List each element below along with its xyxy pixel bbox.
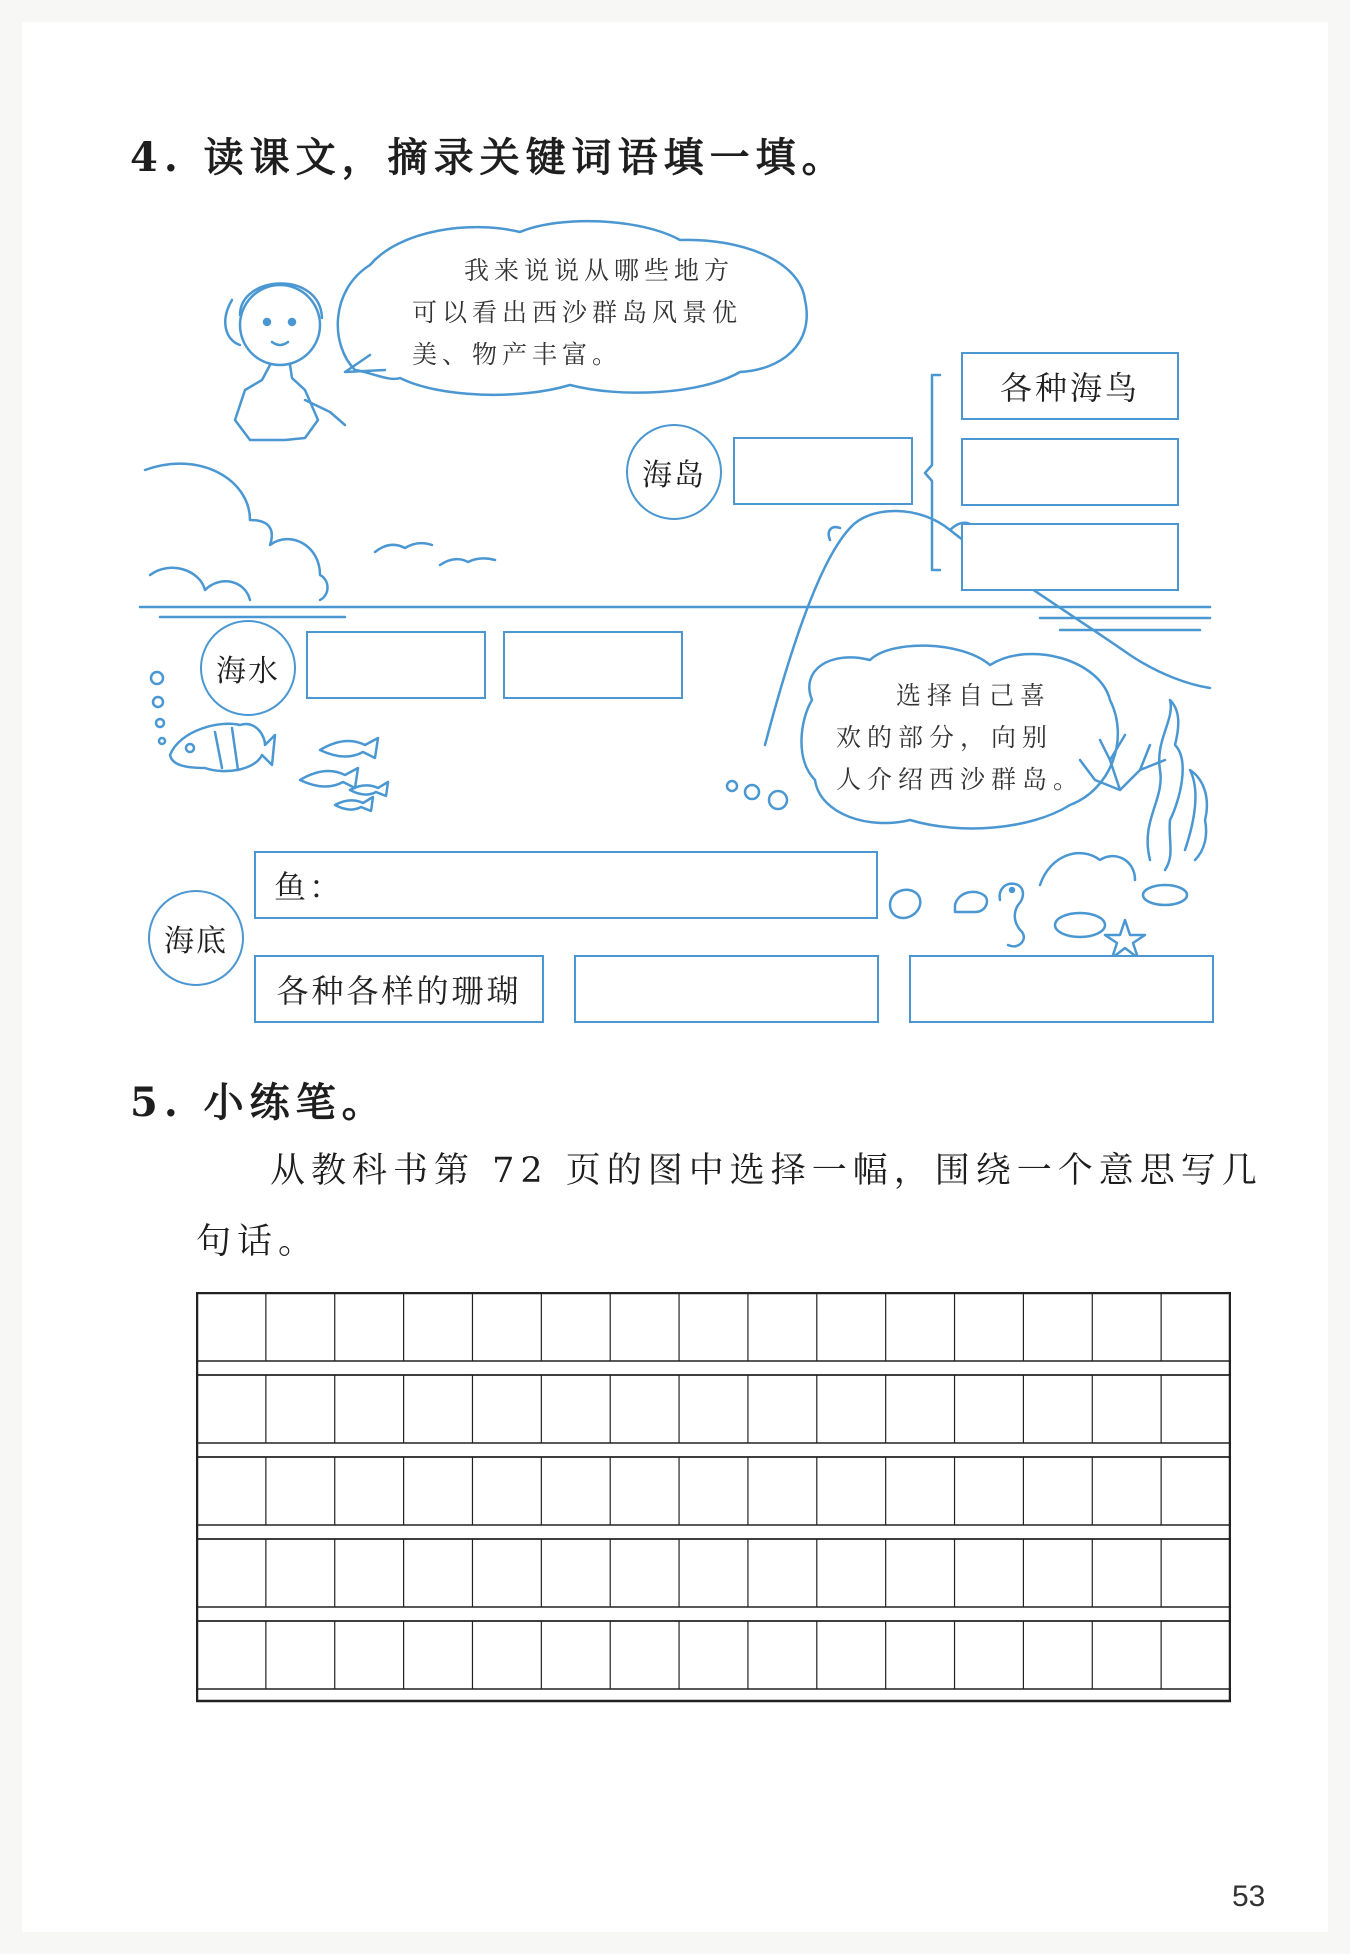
girl-bubble-line: 可以看出西沙群岛风景优 [412,298,743,327]
water-answer-box[interactable] [503,631,683,699]
hint-bubble-line: 人介绍西沙群岛。 [836,765,1085,794]
seabed-fish-box[interactable] [254,851,878,919]
question-5-instruction-cont: 句话。 [196,1222,320,1262]
hint-bubble-text [836,675,1106,801]
shell-icon [890,890,920,918]
writing-grid-row [197,1293,1230,1375]
seahorse-icon [1000,884,1024,947]
question-5-heading: 5. 小练笔。 [130,1079,388,1126]
seabed-answer-box[interactable] [574,955,879,1023]
brace [925,375,940,570]
bird-icon [440,558,495,565]
hint-bubble-line: 选择自己喜 [896,681,1052,710]
writing-grid-row [197,1457,1230,1539]
water-label: 海水 [200,620,296,716]
girl-bubble-text [412,250,792,376]
bird-icon [375,543,432,552]
writing-grid-row [197,1375,1230,1457]
writing-grid[interactable] [196,1292,1231,1710]
question-4-heading: 4. 读课文，摘录关键词语填一填。 [130,134,848,181]
snail-icon [955,892,987,912]
girl-bubble-line: 我来说说从哪些地方 [464,256,735,285]
question-5-instruction: 从教科书第 72 页的图中选择一幅，围绕一个意思写几 [270,1151,1263,1191]
cloud-icon [145,464,328,600]
writing-grid-border [197,1293,1230,1701]
fish-prefix-label: 鱼： [274,868,345,906]
starfish-icon [1105,920,1145,958]
island-answer-box[interactable] [733,437,913,505]
girl-icon [225,283,345,440]
page-number: 53 [1232,1880,1266,1913]
fish-school-icon [300,738,388,811]
island-answer-box[interactable] [961,523,1179,591]
fish-icon [170,724,275,771]
seabed-label: 海底 [148,890,244,986]
writing-grid-row [197,1539,1230,1621]
girl-bubble-line: 美、物产丰富。 [412,340,623,369]
island-label: 海岛 [626,424,722,520]
island-birds-box: 各种海鸟 [961,352,1179,420]
writing-grid-row [197,1621,1230,1689]
water-answer-box[interactable] [306,631,486,699]
hint-bubble-line: 欢的部分，向别 [836,723,1054,752]
island-answer-box[interactable] [961,438,1179,506]
seabed-answer-box[interactable] [909,955,1214,1023]
seabed-coral-box: 各种各样的珊瑚 [254,955,544,1023]
